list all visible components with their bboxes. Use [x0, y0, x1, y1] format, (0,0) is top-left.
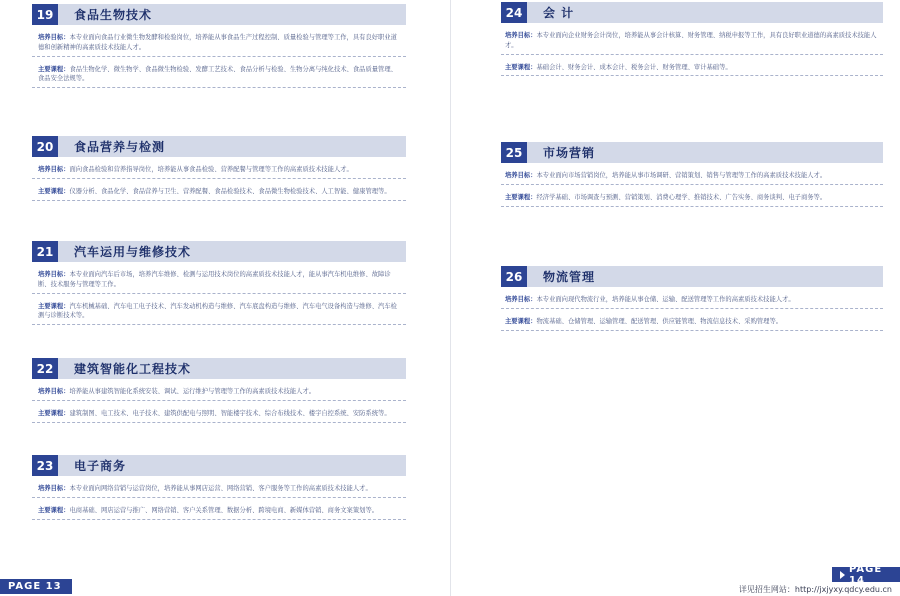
- block-label: 培养目标：: [38, 166, 70, 173]
- section-text-block: [501, 61, 883, 77]
- section-number: 22: [32, 358, 58, 379]
- block-text: 本专业面向现代物流行业，培养能从事仓储、运输、配送管理等工作的高素质技术技能人才。: [536, 296, 795, 303]
- section-text-block: [501, 29, 883, 55]
- program-section: [32, 455, 406, 520]
- section-text-block: [32, 185, 406, 201]
- block-text: 本专业面向网络营销与运营岗位，培养能从事网店运营、网络营销、客户服务等工作的高素质技术技能人才。: [69, 485, 372, 492]
- section-text-block: [501, 293, 883, 309]
- program-section: [32, 241, 406, 325]
- page-number-left: [0, 579, 72, 594]
- block-label: 培养目标：: [38, 34, 70, 41]
- block-label: 培养目标：: [38, 271, 70, 278]
- block-label: 主要课程：: [505, 317, 537, 325]
- section-number: 26: [501, 266, 527, 287]
- section-number: 23: [32, 455, 58, 476]
- page-number-right: [832, 563, 900, 586]
- section-text-block: [501, 315, 883, 331]
- section-number: 25: [501, 142, 527, 163]
- block-label: 培养目标：: [38, 388, 70, 395]
- section-text-block: [32, 268, 406, 294]
- block-text: 建筑制图、电工技术、电子技术、建筑供配电与照明、智能楼宇技术、综合布线技术、楼宇自控系统、安防系统等。: [69, 409, 391, 417]
- section-text-block: [32, 385, 406, 401]
- program-section: [32, 136, 406, 201]
- section-text-block: [501, 169, 883, 185]
- block-text: 本专业面向市场营销岗位，培养能从事市场调研、营销策划、销售与管理等工作的高素质技术技能人才。: [536, 172, 827, 179]
- program-section: [501, 2, 883, 76]
- section-text-block: [32, 63, 406, 89]
- section-title: 市场营销: [527, 142, 883, 163]
- block-label: 培养目标：: [505, 172, 537, 179]
- section-text-block: [501, 191, 883, 207]
- block-text: 仪器分析、食品化学、食品营养与卫生、营养配餐、食品检验技术、食品微生物检验技术、人工智能、健康管理等。: [69, 187, 391, 195]
- section-number: 19: [32, 4, 58, 25]
- section-header: [501, 266, 883, 287]
- section-text-block: [32, 31, 406, 57]
- triangle-icon: [840, 571, 845, 579]
- block-text: 经济学基础、市场调查与预测、营销策划、消费心理学、推销技术、广告实务、商务谈判、电子商务等。: [536, 193, 827, 201]
- section-text-block: [32, 504, 406, 520]
- section-title: 会 计: [527, 2, 883, 23]
- section-text-block: [32, 300, 406, 326]
- block-label: 主要课程：: [38, 409, 70, 417]
- block-label: 主要课程：: [505, 63, 537, 71]
- block-text: 本专业面向食品行业微生物发酵和检验岗位，培养能从事食品生产过程控制、质量检验与管理等工作，具有良好职业道德和创新精神的高素质技术技能人才。: [38, 34, 397, 51]
- section-header: [32, 4, 406, 25]
- block-text: 汽车机械基础、汽车电工电子技术、汽车发动机构造与维修、汽车底盘构造与维修、汽车电气设备构造与维修、汽车检测与诊断技术等。: [38, 302, 397, 320]
- block-label: 主要课程：: [38, 506, 70, 514]
- block-label: 培养目标：: [505, 32, 537, 39]
- block-label: 培养目标：: [38, 485, 70, 492]
- section-title: 汽车运用与维修技术: [58, 241, 406, 262]
- block-text: 培养能从事建筑智能化系统安装、调试、运行维护与管理等工作的高素质技术技能人才。: [69, 388, 316, 395]
- section-text-block: [32, 163, 406, 179]
- section-title: 电子商务: [58, 455, 406, 476]
- block-text: 电商基础、网店运营与推广、网络营销、客户关系管理、数据分析、跨境电商、新媒体营销、商务文案策划等。: [69, 506, 379, 514]
- block-label: 主要课程：: [505, 193, 537, 201]
- section-header: [32, 455, 406, 476]
- section-title: 建筑智能化工程技术: [58, 358, 406, 379]
- section-title: 食品生物技术: [58, 4, 406, 25]
- website-note: 详见招生网站：http://jxjyxy.qdcy.edu.cn: [738, 585, 892, 594]
- section-header: [32, 241, 406, 262]
- block-label: 主要课程：: [38, 302, 70, 310]
- section-number: 21: [32, 241, 58, 262]
- right-page: [450, 0, 900, 596]
- block-label: 培养目标：: [505, 296, 537, 303]
- program-section: [32, 4, 406, 88]
- block-text: 本专业面向汽车后市场，培养汽车维修、检测与运用技术岗位的高素质技术技能人才，能从事汽车机电维修、故障诊断、技术服务与管理等工作。: [38, 271, 391, 288]
- block-text: 本专业面向企业财务会计岗位，培养能从事会计核算、财务管理、纳税申报等工作，具有良好职业道德的高素质技术技能人才。: [505, 32, 877, 49]
- block-text: 物流基础、仓储管理、运输管理、配送管理、供应链管理、物流信息技术、采购管理等。: [536, 317, 783, 325]
- section-text-block: [32, 407, 406, 423]
- block-text: 食品生物化学、微生物学、食品微生物检验、发酵工艺技术、食品分析与检验、生物分离与纯化技术、食品质量管理、食品安全法规等。: [38, 65, 397, 83]
- program-section: [501, 266, 883, 331]
- block-label: 主要课程：: [38, 65, 70, 73]
- program-section: [32, 358, 406, 423]
- section-text-block: [32, 482, 406, 498]
- section-header: [32, 358, 406, 379]
- section-header: [32, 136, 406, 157]
- block-label: 主要课程：: [38, 187, 70, 195]
- section-header: [501, 142, 883, 163]
- section-title: 物流管理: [527, 266, 883, 287]
- block-text: 面向食品检验和营养指导岗位，培养能从事食品检验、营养配餐与管理等工作的高素质技术技能人才。: [69, 166, 353, 173]
- section-title: 食品营养与检测: [58, 136, 406, 157]
- page-label: PAGE 14: [849, 563, 883, 586]
- program-section: [501, 142, 883, 207]
- section-header: [501, 2, 883, 23]
- block-text: 基础会计、财务会计、成本会计、税务会计、财务管理、审计基础等。: [536, 63, 732, 71]
- page-label: PAGE 13: [8, 581, 62, 592]
- section-number: 20: [32, 136, 58, 157]
- section-number: 24: [501, 2, 527, 23]
